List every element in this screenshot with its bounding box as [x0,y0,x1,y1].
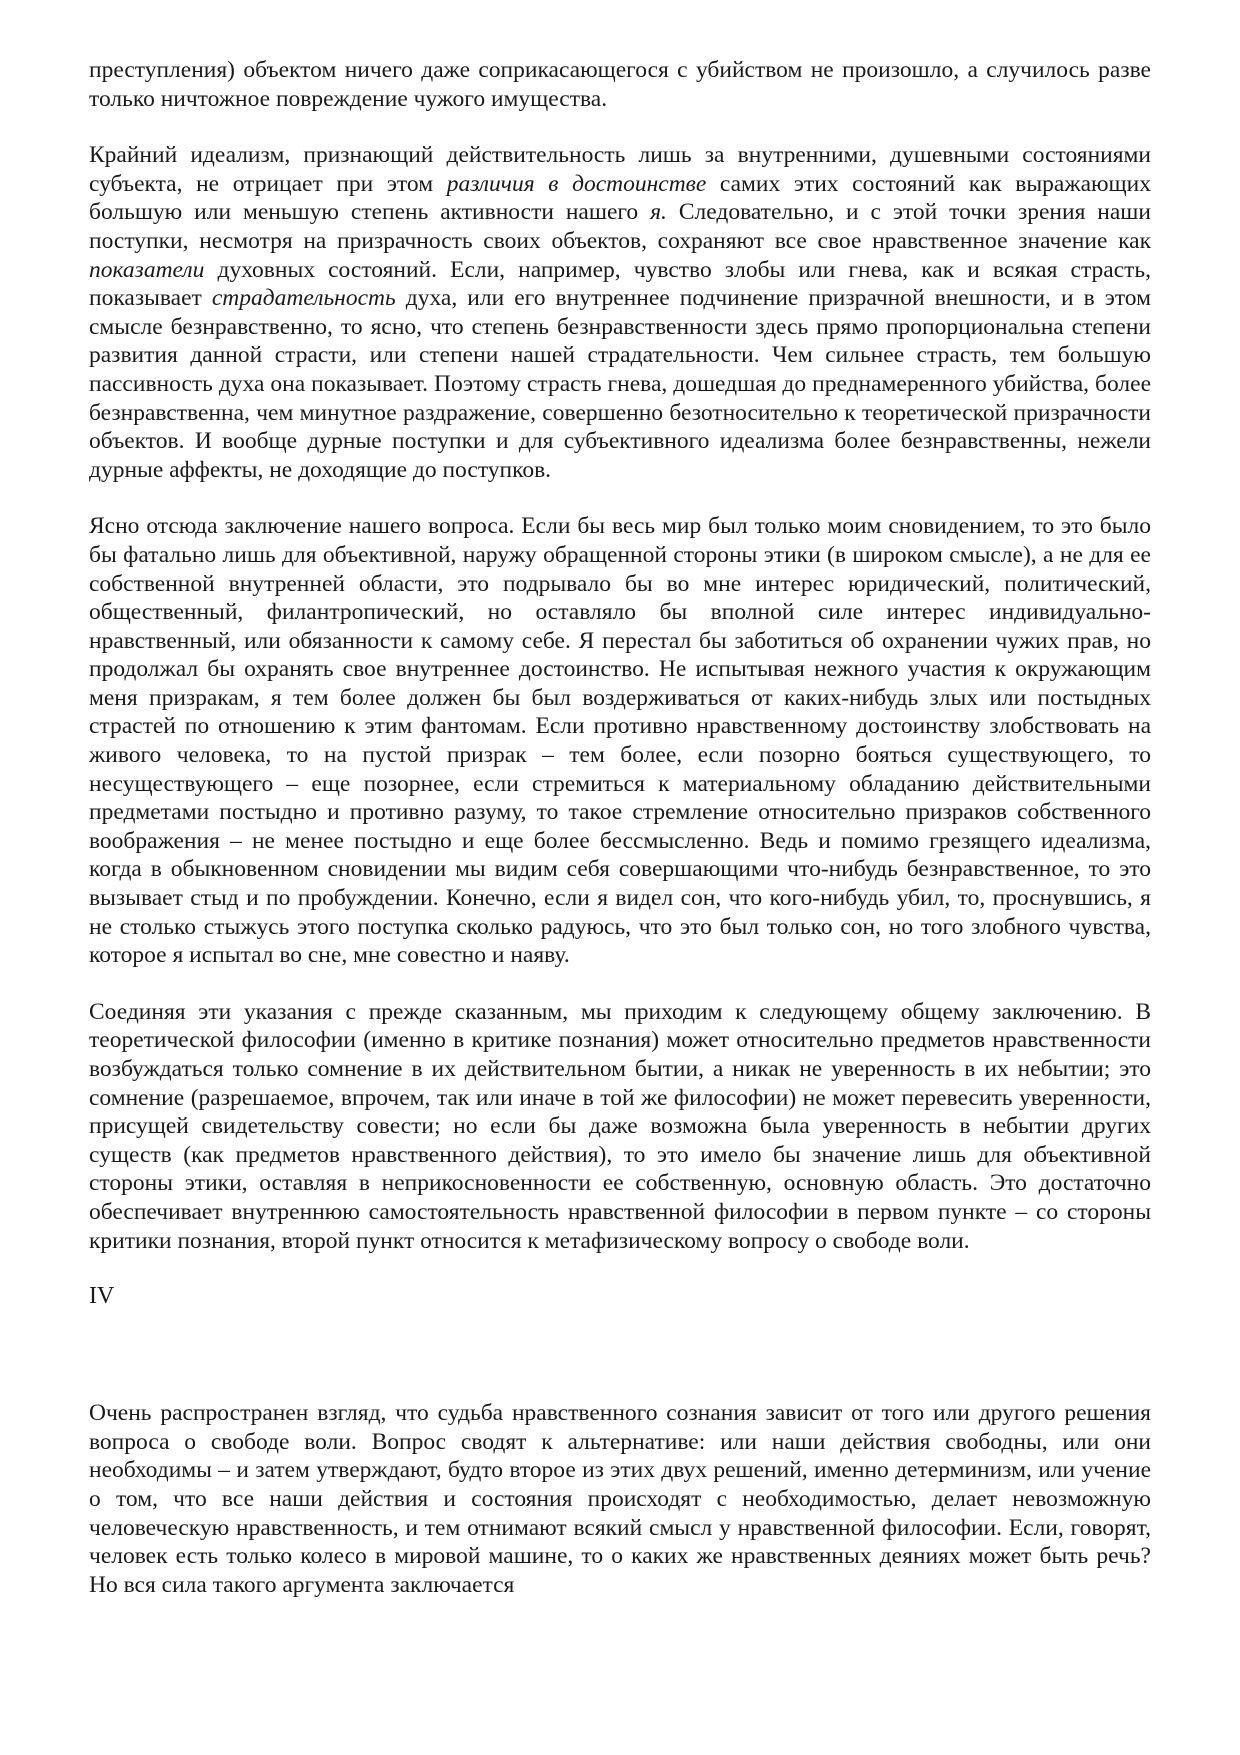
paragraph-2-text: духа, или его внутреннее подчинение призрачной внешности, и в этом смысле безнравственно, то ясно, что степень безнравственности здесь прямо пропорциональна степени развития данной страсти, или степени нашей страдательности. Чем сильнее страсть, тем большую пассивность духа она показывает. Поэтому страсть гнева, дошедшая до преднамеренного убийства, более безнравственна, чем минутное раздражение, совершенно безотносительно к теоретической призрачности объектов. И вообще дурные поступки и для субъективного идеализма более безнравственны, нежели дурные аффекты, не доходящие до поступков. [89,285,1151,483]
paragraph-2-text: Следовательно, и с этой точки зрения наши поступки, несмотря на призрачность своих объектов, сохраняют все свое нравственное значение как [89,199,1151,254]
paragraph-3 [89,512,1151,970]
italic-phrase: страдательность [211,285,396,312]
paragraph-2-text: самих этих состояний как выражающих большую или меньшую степень активности нашего [89,170,1151,226]
paragraph-4-text: Соединяя эти указания с прежде сказанным, мы приходим к следующему общему заключению. В теоретической философии (именно в критике познания) может относительно предметов нравственности возбуждаться только сомнение в их действительном бытии, а никак не уверенность в их небытии; это сомнение (разрешаемое, впрочем, так или иначе в той же философии) не может перевесить уверенности, присущей свидетельству совести; но если бы даже возможна была уверенность в небытии других существ (как предметов нравственного действия), то это имело бы значение лишь для объективной стороны этики, оставляя в неприкосновенности ее собственную, основную область. Это достаточно обеспечивает внутреннюю самостоятельность нравственной философии в первом пункте – со стороны критики познания, второй пункт относится к метафизическому вопросу о свободе воли. [89,998,1151,1254]
paragraph-2-text: Крайний идеализм, признающий действительность лишь за внутренними, душевными состояниями субъекта, не отрицает при этом [89,142,1151,197]
section-heading: IV [89,1283,115,1310]
italic-phrase: я. [650,199,667,226]
paragraph-2 [89,141,1151,484]
paragraph-5 [89,1399,1151,1599]
italic-phrase: различия в достоинстве [446,170,707,197]
paragraph-1 [89,56,1151,113]
paragraph-5-text: Очень распространен взгляд, что судьба нравственного сознания зависит от того или другого решения вопроса о свободе воли. Вопрос сводят к альтернативе: или наши действия свободны, или они необходимы – и затем утверждают, будто второе из этих двух решений, именно детерминизм, или учение о том, что все наши действия и состояния происходят с необходимостью, делает невозможную человеческую нравственность, и тем отнимают всякий смысл у нравственной философии. Если, говорят, человек есть только колесо в мировой машине, то о каких же нравственных деяниях может быть речь? Но вся сила такого аргумента заключается [89,1400,1151,1598]
document-page [89,56,1151,1599]
italic-phrase: показатели [89,256,205,283]
paragraph-4 [89,998,1151,1255]
paragraph-3-text: Ясно отсюда заключение нашего вопроса. Если бы весь мир был только моим сновидением, то это было бы фатально лишь для объективной, наружу обращенной стороны этики (в широком смысле), а не для ее собственной внутренней области, это подрывало бы во мне интерес юридический, политический, общественный, филантропический, но оставляло бы вполной силе интерес индивидуально-нравственный, или обязанности к самому себе. Я перестал бы заботиться об охранении чужих прав, но продолжал бы охранять свое внутреннее достоинство. Не испытывая нежного участия к окружающим меня призракам, я тем более должен бы был воздерживаться от каких-нибудь злых или постыдных страстей по отношению к этим фантомам. Если противно нравственному достоинству злобствовать на живого человека, то на пустой призрак – тем более, если позорно бояться существующего, то несуществующего – еще позорнее, если стремиться к материальному обладанию действительными предметами постыдно и противно разуму, то такое стремление относительно призраков собственного воображения – не менее постыдно и еще более бессмысленно. Ведь и помимо грезящего идеализма, когда в обыкновенном сновидении мы видим себя совершающими что-нибудь безнравственное, то это вызывает стыд и по пробуждении. Конечно, если я видел сон, что кого-нибудь убил, то, проснувшись, я не столько стыжусь этого поступка сколько радуюсь, что это был только сон, но того злобного чувства, которое я испытал во сне, мне совестно и наяву. [89,513,1151,969]
paragraph-1-text: преступления) объектом ничего даже соприкасающегося с убийством не произошло, а случилось разве только ничтожное повреждение чужого имущества. [89,57,1151,112]
paragraph-2-text: духовных состояний. Если, например, чувство злобы или гнева, как и всякая страсть, показывает [89,256,1151,312]
